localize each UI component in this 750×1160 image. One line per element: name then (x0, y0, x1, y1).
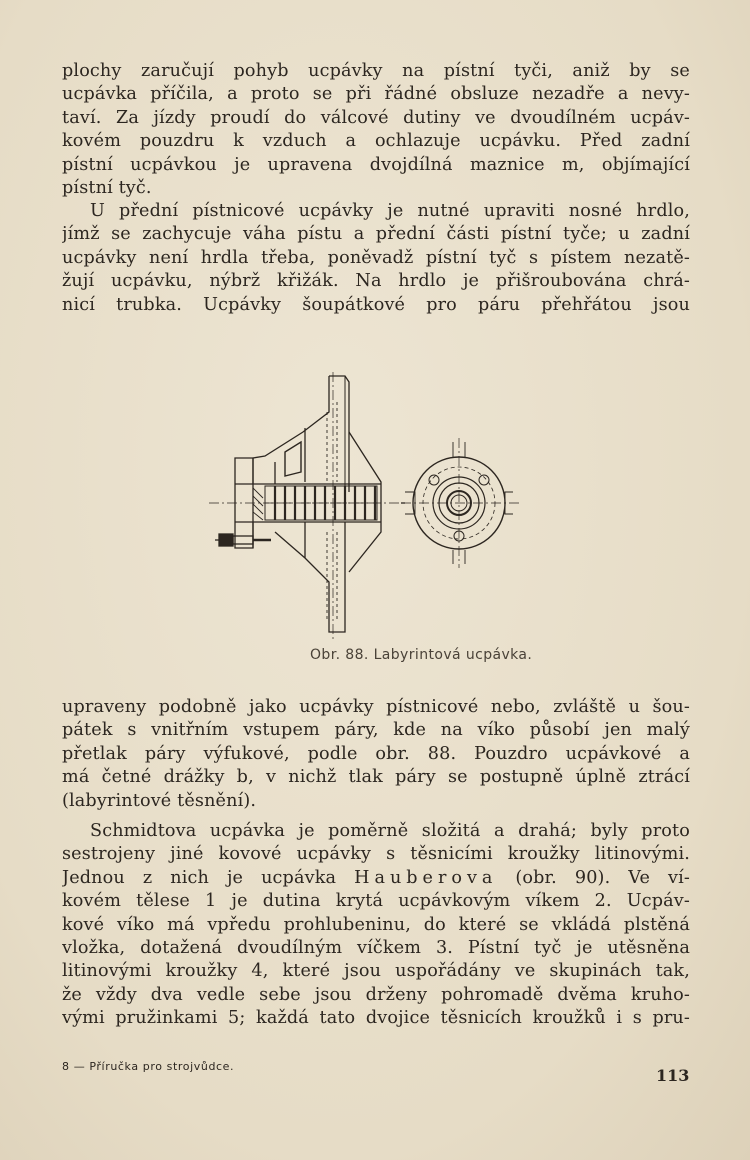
text-line: pátek s vnitřním vstupem páry, kde na víko působí jen malý (62, 720, 690, 741)
text-segment: (obr. 90). Ve ví- (497, 867, 690, 888)
paragraph-4 (62, 820, 690, 1031)
person-name-hauber: Hauberova (354, 867, 498, 888)
text-line: má četné drážky b, v nichž tlak páry se postupně úplně ztrácí (62, 767, 690, 788)
text-line: plochy zaručují pohyb ucpávky na pístní tyči, aniž by se (62, 61, 690, 81)
paragraph-2 (62, 200, 690, 317)
text-segment: Jednou z nich je ucpávka (62, 867, 355, 888)
printer-signature: 8 — Příručka pro strojvůdce. (62, 1060, 235, 1073)
figure-caption: Obr. 88. Labyrintová ucpávka. (310, 647, 533, 663)
text-line: pístní tyč. (62, 178, 152, 199)
text-line: kové víko má vpředu prohlubeninu, do které se vkládá plstěná (62, 914, 690, 935)
labyrinth-gland-drawing (205, 372, 545, 642)
text-line: litinovými kroužky 4, které jsou uspořádány ve skupinách tak, (62, 961, 690, 982)
text-line: pístní ucpávkou je upravena dvojdílná maznice m, objímající (62, 154, 690, 175)
flange-top-outline (329, 376, 349, 492)
text-line: že vždy dva vedle sebe jsou drženy pohromadě dvěma kruho- (62, 984, 690, 1005)
page-number: 113 (656, 1066, 690, 1085)
text-line: žují ucpávku, nýbrž křižák. Na hrdlo je přišroubována chrá- (62, 271, 690, 292)
text-line: kovém pouzdru k vzduch a ochlazuje ucpávku. Před zadní (62, 131, 690, 152)
text-line: ucpávka příčila, a proto se při řádné obsluze nezadře a nevy- (62, 84, 690, 105)
text-line: vložka, dotažená dvoudílným víčkem 3. Pístní tyč je utěsněna (62, 938, 690, 959)
text-line: ucpávky není hrdla třeba, poněvadž pístní tyč s pístem nezatě- (62, 247, 690, 268)
text-line: nicí trubka. Ucpávky šoupátkové pro páru přehřátou jsou (62, 294, 690, 315)
text-line: U přední pístnicové ucpávky je nutné upraviti nosné hrdlo, (90, 201, 690, 221)
text-line: jímž se zachycuje váha pístu a přední části pístní tyče; u zadní (62, 224, 690, 245)
text-line: přetlak páry výfukové, podle obr. 88. Pouzdro ucpávkové a (62, 743, 690, 764)
text-line: taví. Za jízdy proudí do válcové dutiny ve dvoudílném ucpáv- (62, 107, 690, 128)
text-line: Schmidtova ucpávka je poměrně složitá a drahá; byly proto (90, 821, 690, 841)
text-line: vými pružinkami 5; každá tato dvojice těsnicích kroužků i s pru- (62, 1008, 690, 1029)
text-line: upraveny podobně jako ucpávky pístnicové nebo, zvláště u šou- (62, 697, 690, 717)
text-line-with-name (62, 867, 690, 890)
text-line: kovém tělese 1 je dutina krytá ucpávkovým víkem 2. Ucpáv- (62, 891, 690, 912)
paragraph-3 (62, 696, 690, 813)
text-line: sestrojeny jiné kovové ucpávky s těsnicími kroužky litinovými. (62, 844, 690, 865)
paragraph-1 (62, 60, 690, 200)
text-line: (labyrintové těsnění). (62, 790, 257, 811)
